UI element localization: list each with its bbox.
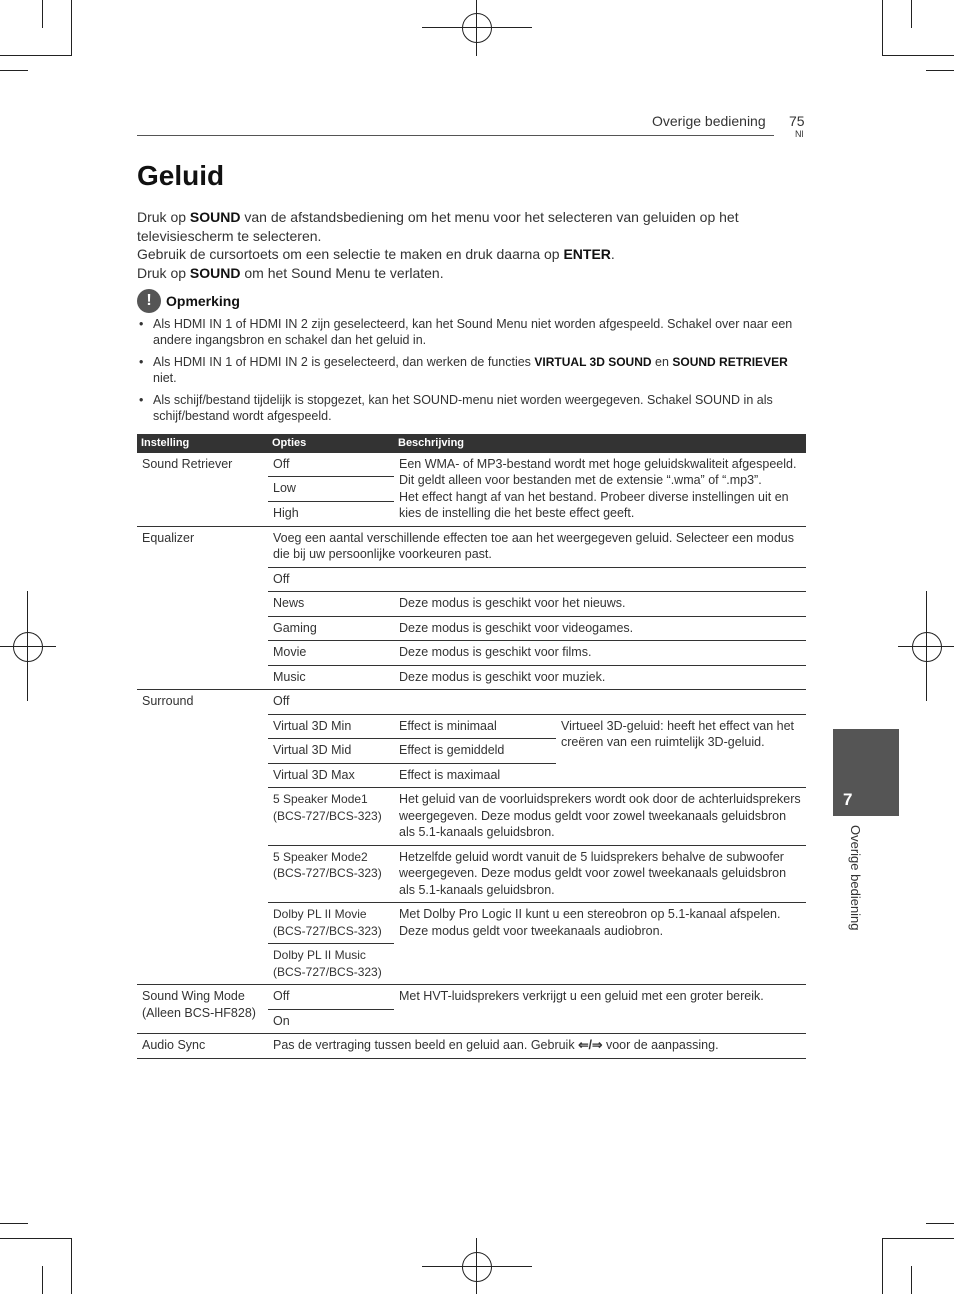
- chapter-number: 7: [843, 790, 853, 809]
- equalizer-intro: Voeg een aantal verschillende effecten toe aan het weergegeven geluid. Selecteer een modus die bij uw persoonlijke voorkeuren past.: [268, 526, 806, 567]
- sound-retriever-description: Een WMA- of MP3-bestand wordt met hoge geluidskwaliteit afgespeeld. Dit geldt alleen voor bestanden met de extensie “.wma” of “.mp3”. Het effect hangt af van het bestand. Probeer diverse instellingen uit en kies de instelling die het beste effect geeft.: [394, 453, 806, 527]
- header-setting: Instelling: [137, 434, 268, 453]
- setting-equalizer: Equalizer: [137, 526, 268, 690]
- option-off: Off: [268, 690, 394, 715]
- sound-wing-description: Met HVT-luidsprekers verkrijgt u een geluid met een groter bereik.: [394, 985, 806, 1034]
- language-code: Nl: [795, 129, 804, 139]
- header-options: Opties: [268, 434, 394, 453]
- option-music: Music: [268, 665, 394, 690]
- 5-speaker-mode1-description: Het geluid van de voorluidsprekers wordt ook door de achterluidsprekers weergegeven. Deze modus geldt voor zowel tweekanaals geluidsbron als 5.1-kanaals geluidsbron.: [394, 788, 806, 846]
- option-gaming: Gaming: [268, 616, 394, 641]
- virtual-3d-common-description: Virtueel 3D-geluid: heeft het effect van het creëren van een ruimtelijk 3D-geluid.: [556, 714, 806, 788]
- note-item: • Als HDMI IN 1 of HDMI IN 2 is geselecteerd, dan werken de functies VIRTUAL 3D SOUND en SOUND RETRIEVER niet.: [137, 354, 807, 386]
- table-row: [137, 690, 806, 715]
- gaming-description: Deze modus is geschikt voor videogames.: [394, 616, 806, 641]
- virtual-3d-max-description: Effect is maximaal: [394, 763, 556, 788]
- setting-audio-sync: Audio Sync: [137, 1034, 268, 1059]
- page-number: 75: [789, 113, 805, 129]
- setting-sound-wing-mode: Sound Wing Mode (Alleen BCS-HF828): [137, 985, 268, 1034]
- option-off: Off: [268, 985, 394, 1010]
- setting-surround: Surround: [137, 690, 268, 985]
- chapter-label: Overige bediening: [848, 825, 863, 931]
- setting-sound-retriever: Sound Retriever: [137, 453, 268, 527]
- option-low: Low: [268, 477, 394, 502]
- header-description: Beschrijving: [394, 434, 806, 453]
- page-title: Geluid: [137, 160, 225, 191]
- 5-speaker-mode2-description: Hetzelfde geluid wordt vanuit de 5 luidsprekers behalve de subwoofer weergegeven. Deze modus geldt voor zowel tweekanaals geluidsbron als 5.1-kanaals geluidsbron.: [394, 845, 806, 903]
- table-header: [137, 434, 806, 453]
- option-off: Off: [268, 567, 394, 592]
- header-rule: [137, 135, 774, 136]
- running-header: Overige bediening: [652, 113, 766, 129]
- option-virtual-3d-min: Virtual 3D Min: [268, 714, 394, 739]
- note-item: • Als schijf/bestand tijdelijk is stopgezet, kan het SOUND-menu niet worden weergegeven. Schakel SOUND in als schijf/bestand wordt afgespeeld.: [137, 392, 807, 424]
- dolby-pl2-description: Met Dolby Pro Logic II kunt u een stereobron op 5.1-kanaal afspelen. Deze modus geldt voor tweekanaals audiobron.: [394, 903, 806, 985]
- warning-icon: !: [137, 289, 161, 313]
- option-dolby-pl2-movie: Dolby PL II Movie (BCS-727/BCS-323): [268, 903, 394, 944]
- note-title: Opmerking: [166, 293, 240, 309]
- option-movie: Movie: [268, 641, 394, 666]
- news-description: Deze modus is geschikt voor het nieuws.: [394, 592, 806, 617]
- option-5-speaker-mode2: 5 Speaker Mode2 (BCS-727/BCS-323): [268, 845, 394, 903]
- option-off: Off: [268, 453, 394, 477]
- option-high: High: [268, 501, 394, 526]
- note-list: [137, 316, 807, 430]
- option-virtual-3d-mid: Virtual 3D Mid: [268, 739, 394, 764]
- sound-settings-table: [137, 434, 806, 1059]
- option-dolby-pl2-music: Dolby PL II Music (BCS-727/BCS-323): [268, 944, 394, 985]
- movie-description: Deze modus is geschikt voor films.: [394, 641, 806, 666]
- table-row: [137, 526, 806, 567]
- music-description: Deze modus is geschikt voor muziek.: [394, 665, 806, 690]
- option-on: On: [268, 1009, 394, 1034]
- option-virtual-3d-max: Virtual 3D Max: [268, 763, 394, 788]
- table-row: [137, 985, 806, 1010]
- option-5-speaker-mode1: 5 Speaker Mode1 (BCS-727/BCS-323): [268, 788, 394, 846]
- table-row: [137, 1034, 806, 1059]
- table-row: [137, 453, 806, 477]
- left-right-arrows-icon: ⇐/⇒: [578, 1038, 603, 1052]
- audio-sync-description: Pas de vertraging tussen beeld en geluid aan. Gebruik ⇐/⇒ voor de aanpassing.: [268, 1034, 806, 1059]
- virtual-3d-mid-description: Effect is gemiddeld: [394, 739, 556, 764]
- intro-text: Druk op SOUND van de afstandsbediening om het menu voor het selecteren van geluiden op het televisiescherm te selecteren. Gebruik de cursortoets om een selectie te maken en druk daarna op ENTER. Druk op SOUND om het Sound Menu te verlaten.: [137, 209, 739, 281]
- virtual-3d-min-description: Effect is minimaal: [394, 714, 556, 739]
- option-news: News: [268, 592, 394, 617]
- note-item: • Als HDMI IN 1 of HDMI IN 2 zijn geselecteerd, kan het Sound Menu niet worden afgespeeld. Schakel over naar een andere ingangsbron en schakel dan het geluid in.: [137, 316, 807, 348]
